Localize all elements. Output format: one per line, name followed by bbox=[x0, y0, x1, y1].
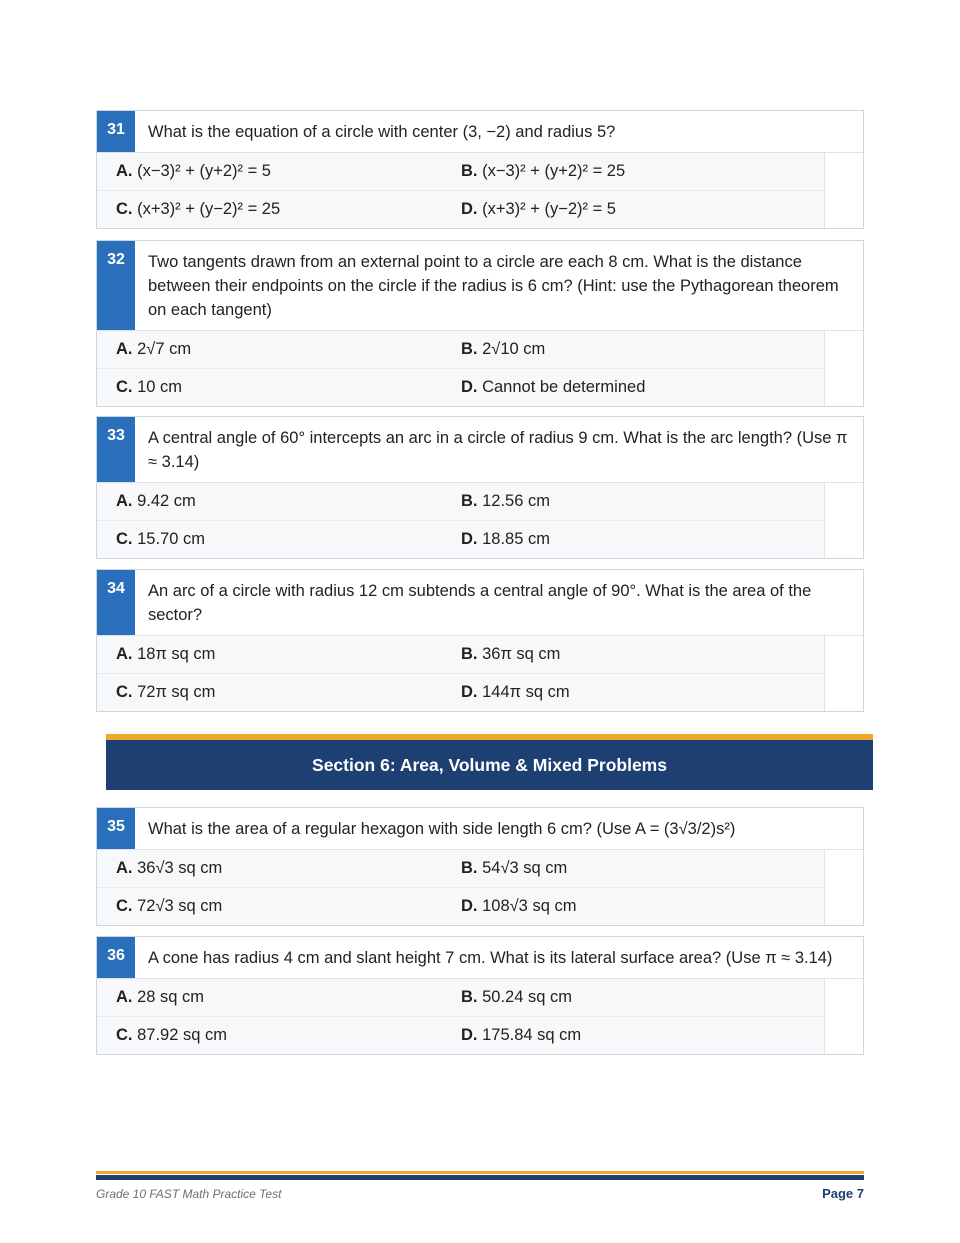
question-33 bbox=[96, 416, 864, 559]
options-area bbox=[97, 850, 863, 925]
option-c[interactable] bbox=[97, 530, 461, 549]
option-d[interactable] bbox=[461, 1026, 824, 1045]
option-text: 36π sq cm bbox=[482, 645, 561, 663]
option-a[interactable] bbox=[97, 492, 461, 511]
question-header bbox=[97, 937, 863, 979]
options-area bbox=[97, 483, 863, 558]
option-text: 15.70 cm bbox=[137, 530, 205, 548]
option-text: 18.85 cm bbox=[482, 530, 550, 548]
option-a[interactable] bbox=[97, 162, 461, 181]
options-row bbox=[97, 979, 824, 1016]
option-text: 12.56 cm bbox=[482, 492, 550, 510]
option-d[interactable] bbox=[461, 683, 824, 702]
option-c[interactable] bbox=[97, 200, 461, 219]
option-letter: A. bbox=[116, 492, 133, 510]
option-text: 54√3 sq cm bbox=[482, 859, 568, 877]
options-area bbox=[97, 331, 863, 406]
options-row bbox=[97, 673, 824, 711]
option-text: 2√7 cm bbox=[137, 340, 192, 358]
option-c[interactable] bbox=[97, 378, 461, 397]
option-c[interactable] bbox=[97, 1026, 461, 1045]
option-text: 72π sq cm bbox=[137, 683, 216, 701]
option-c[interactable] bbox=[97, 683, 461, 702]
question-number: 34 bbox=[97, 570, 135, 635]
question-text: What is the equation of a circle with center (3, −2) and radius 5? bbox=[148, 123, 616, 141]
option-letter: B. bbox=[461, 162, 478, 180]
footer-title: Grade 10 FAST Math Practice Test bbox=[96, 1187, 282, 1201]
question-number: 31 bbox=[97, 111, 135, 152]
option-d[interactable] bbox=[461, 897, 824, 916]
option-b[interactable] bbox=[461, 859, 824, 878]
option-text: 9.42 cm bbox=[137, 492, 196, 510]
option-letter: B. bbox=[461, 340, 478, 358]
option-d[interactable] bbox=[461, 378, 824, 397]
option-text: (x+3)² + (y−2)² = 5 bbox=[482, 200, 616, 218]
options-row bbox=[97, 1016, 824, 1054]
option-b[interactable] bbox=[461, 492, 824, 511]
option-text: Cannot be determined bbox=[482, 378, 646, 396]
question-32 bbox=[96, 240, 864, 407]
option-letter: C. bbox=[116, 1026, 133, 1044]
option-text: (x+3)² + (y−2)² = 25 bbox=[137, 200, 281, 218]
option-text: 50.24 sq cm bbox=[482, 988, 572, 1006]
option-letter: C. bbox=[116, 530, 133, 548]
option-text: 175.84 sq cm bbox=[482, 1026, 582, 1044]
option-d[interactable] bbox=[461, 200, 824, 219]
option-text: (x−3)² + (y+2)² = 25 bbox=[482, 162, 626, 180]
option-letter: A. bbox=[116, 340, 133, 358]
question-36 bbox=[96, 936, 864, 1055]
option-d[interactable] bbox=[461, 530, 824, 549]
options-area bbox=[97, 153, 863, 228]
option-letter: B. bbox=[461, 645, 478, 663]
options-row bbox=[97, 153, 824, 190]
question-text: A cone has radius 4 cm and slant height 7 cm. What is its lateral surface area? (Use π ≈ 3.14) bbox=[148, 949, 833, 967]
options-row bbox=[97, 190, 824, 228]
option-letter: A. bbox=[116, 162, 133, 180]
option-letter: C. bbox=[116, 378, 133, 396]
option-text: 18π sq cm bbox=[137, 645, 216, 663]
option-text: 72√3 sq cm bbox=[137, 897, 223, 915]
option-letter: B. bbox=[461, 492, 478, 510]
option-letter: A. bbox=[116, 859, 133, 877]
question-number: 32 bbox=[97, 241, 135, 330]
option-letter: A. bbox=[116, 988, 133, 1006]
options-area bbox=[97, 636, 863, 711]
options-row bbox=[97, 368, 824, 406]
question-text: An arc of a circle with radius 12 cm subtends a central angle of 90°. What is the area of the sector? bbox=[148, 582, 812, 624]
options-row bbox=[97, 331, 824, 368]
options-row bbox=[97, 636, 824, 673]
option-letter: B. bbox=[461, 859, 478, 877]
option-text: 144π sq cm bbox=[482, 683, 570, 701]
option-letter: A. bbox=[116, 645, 133, 663]
options-row bbox=[97, 850, 824, 887]
page-number: Page 7 bbox=[822, 1186, 864, 1201]
question-header bbox=[97, 808, 863, 850]
question-number: 35 bbox=[97, 808, 135, 849]
option-letter: D. bbox=[461, 378, 478, 396]
question-header bbox=[97, 111, 863, 153]
question-text: A central angle of 60° intercepts an arc in a circle of radius 9 cm. What is the arc length? (Use π ≈ 3.14) bbox=[148, 429, 848, 471]
options-row bbox=[97, 483, 824, 520]
question-35 bbox=[96, 807, 864, 926]
option-letter: D. bbox=[461, 530, 478, 548]
option-letter: C. bbox=[116, 897, 133, 915]
option-text: 108√3 sq cm bbox=[482, 897, 577, 915]
question-text: Two tangents drawn from an external point to a circle are each 8 cm. What is the distance between their endpoints on the circle if the radius is 6 cm? (Hint: use the Pythagorean theorem on each tangent) bbox=[148, 253, 839, 319]
option-letter: B. bbox=[461, 988, 478, 1006]
question-header bbox=[97, 417, 863, 483]
option-b[interactable] bbox=[461, 988, 824, 1007]
option-letter: D. bbox=[461, 897, 478, 915]
question-number: 33 bbox=[97, 417, 135, 482]
footer-rule bbox=[96, 1171, 864, 1180]
option-a[interactable] bbox=[97, 645, 461, 664]
option-b[interactable] bbox=[461, 645, 824, 664]
options-row bbox=[97, 887, 824, 925]
question-31 bbox=[96, 110, 864, 229]
section-banner: Section 6: Area, Volume & Mixed Problems bbox=[106, 734, 873, 790]
option-b[interactable] bbox=[461, 340, 824, 359]
question-text: What is the area of a regular hexagon with side length 6 cm? (Use A = (3√3/2)s²) bbox=[148, 820, 736, 838]
option-letter: C. bbox=[116, 200, 133, 218]
option-letter: D. bbox=[461, 683, 478, 701]
option-a[interactable] bbox=[97, 340, 461, 359]
options-area bbox=[97, 979, 863, 1054]
question-header bbox=[97, 570, 863, 636]
option-letter: C. bbox=[116, 683, 133, 701]
question-number: 36 bbox=[97, 937, 135, 978]
options-row bbox=[97, 520, 824, 558]
option-text: 28 sq cm bbox=[137, 988, 205, 1006]
option-letter: D. bbox=[461, 200, 478, 218]
option-letter: D. bbox=[461, 1026, 478, 1044]
option-text: (x−3)² + (y+2)² = 5 bbox=[137, 162, 271, 180]
question-34 bbox=[96, 569, 864, 712]
option-text: 87.92 sq cm bbox=[137, 1026, 227, 1044]
option-c[interactable] bbox=[97, 897, 461, 916]
option-b[interactable] bbox=[461, 162, 824, 181]
option-a[interactable] bbox=[97, 988, 461, 1007]
question-header bbox=[97, 241, 863, 331]
option-a[interactable] bbox=[97, 859, 461, 878]
option-text: 36√3 sq cm bbox=[137, 859, 223, 877]
option-text: 10 cm bbox=[137, 378, 183, 396]
option-text: 2√10 cm bbox=[482, 340, 546, 358]
